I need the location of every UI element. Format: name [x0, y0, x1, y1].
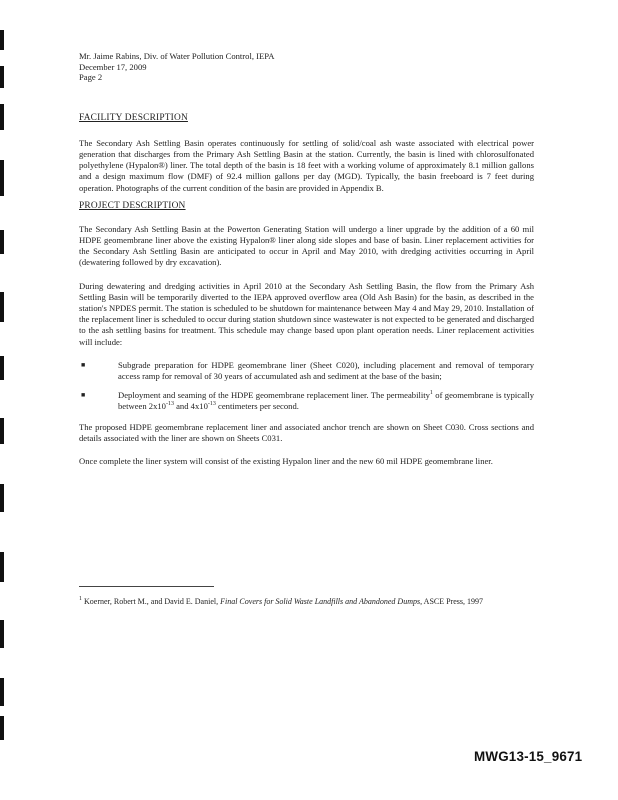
- page-number: Page 2: [79, 72, 103, 83]
- square-bullet-icon: ■: [81, 360, 86, 369]
- facility-description-paragraph: The Secondary Ash Settling Basin operates continuously for settling of solid/coal ash waste associated with electrical power generation that discharges from the Primary Ash Settling Basin at the station. Currently, the basin is lined with chlorosulfonated polyethylene (Hypalon®) liner. The total depth of the basin is 18 feet with a working volume of approximately 8.1 million gallons and a design maximum flow (DMF) of 92.4 million gallons per day (MGD). Typically, the basin freeboard is 7 feet during operation. Photographs of the current condition of the basin are provided in Appendix B.: [79, 137, 534, 193]
- bullet-text-subgrade: Subgrade preparation for HDPE geomembrane liner (Sheet C020), including placement and removal of temporary access ramp for removal of 30 years of accumulated ash and sediment at the base of the basin;: [118, 359, 534, 382]
- footnote: $^1$ Koerner, Robert M., and David E. Daniel, Final Covers for Solid Waste Landfills and Abandoned Dumps, ASCE Press, 1997: [79, 596, 484, 606]
- list-item: [81, 360, 534, 382]
- bullet-text-deployment: Deployment and seaming of the HDPE geomembrane replacement liner. The permeability$^1$ of geomembrane is typically between $2x10^{-13}$ and $4x10^{-13}$ centimeters per second.: [118, 390, 534, 412]
- project-description-paragraph-1: The Secondary Ash Settling Basin at the Powerton Generating Station will undergo a liner upgrade by the addition of a 60 mil HDPE geomembrane liner above the existing Hypalon® liner along side slopes and base of basin. Liner replacement activities for the Secondary Ash Settling Basin are anticipated to occur in April and May 2010, with dredging activities occurring in April (dewatering followed by dry excavation).: [79, 223, 534, 268]
- liner-system-paragraph: Once complete the liner system will consist of the existing Hypalon liner and the new 60 mil HDPE geomembrane liner.: [79, 456, 493, 467]
- list-item: [81, 390, 534, 412]
- footnote-divider: [79, 586, 214, 587]
- date-line: December 17, 2009: [79, 61, 147, 72]
- drawings-paragraph: The proposed HDPE geomembrane replacement liner and associated anchor trench are shown on Sheet C030. Cross sections and details associated with the liner are shown on Sheets C031.: [79, 421, 534, 443]
- recipient-line: Mr. Jaime Rabins, Div. of Water Pollution Control, IEPA: [79, 51, 275, 61]
- footnote-marker: 1: [79, 596, 82, 602]
- exponent: -13: [207, 401, 216, 408]
- letter-body: [79, 51, 534, 467]
- letter-header: [79, 51, 534, 83]
- project-description-paragraph-2: During dewatering and dredging activities in April 2010 at the Secondary Ash Settling Basin, the flow from the Primary Ash Settling Basin will be temporarily diverted to the IEPA approved overflow area (Old Ash Basin) for the basin, as described in the station's NPDES permit. The station is scheduled to be shutdown for maintenance between May 4 and May 29, 2010. Installation of the replacement liner is scheduled to occur during station shutdown since wastewater is not expected to be generated and discharged to the ash settling basins for treatment. This schedule may change based upon plant operation needs. Liner replacement activities will include:: [79, 280, 534, 347]
- bates-stamp: MWG13-15_9671: [474, 749, 583, 764]
- exponent: -13: [165, 401, 174, 408]
- footnote-title: Final Covers for Solid Waste Landfills and Abandoned Dumps: [220, 597, 421, 606]
- square-bullet-icon: ■: [81, 391, 86, 400]
- footnote-ref: 1: [429, 390, 433, 397]
- project-description-heading: PROJECT DESCRIPTION: [79, 200, 186, 211]
- activities-list: [79, 360, 534, 413]
- facility-description-heading: FACILITY DESCRIPTION: [79, 112, 188, 123]
